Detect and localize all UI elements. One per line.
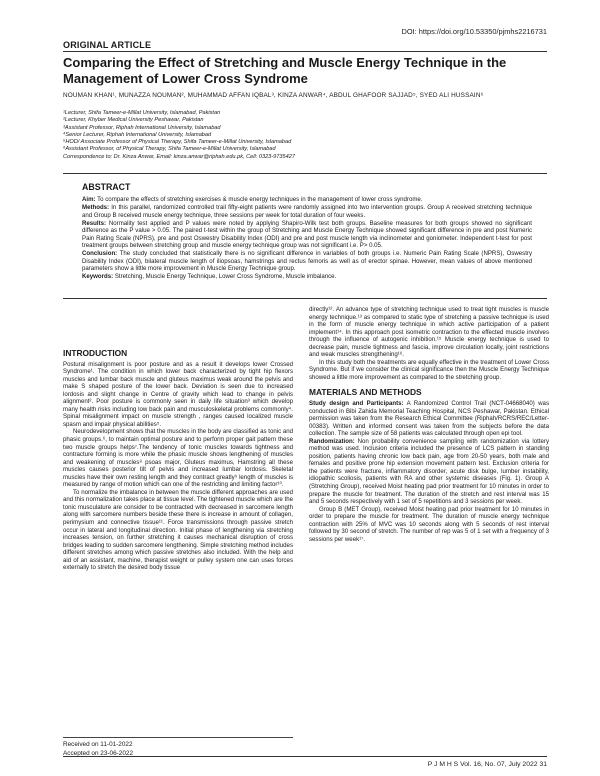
right-column xyxy=(309,306,549,543)
introduction-heading: INTRODUCTION xyxy=(63,348,128,358)
paragraph: directly¹². An advance type of stretching technique used to treat tight muscles is muscle energy technique.¹³ as compared to static type of stretching a passive technique is used in the form of muscle energy technique in which active participation of a patient implement¹⁴. In this approach post isometric contraction to the effected muscle involves through the influence of autogenic inhibition.¹⁵ Muscle energy technique is used to decrease pain, muscle tightness and fascia, improve circulation locally, joint restrictions and weak muscles strengthening¹⁶. xyxy=(309,306,549,359)
footer-rule xyxy=(63,756,547,757)
paragraph: Neurodevelopment shows that the muscles in the body are classified as tonic and phasic groups.⁶, to maintain optimal posture and to perform proper gait pattern these two muscle groups helps⁷.The tendency of tonic muscles towards tightness and contracture forming is more while the phasic muscle shows lengthening of muscles and weakening of muscles⁸ psoas major, Gluteus maximus, Hamstring all these muscles causes posterior tilt of pelvis and increased lumbar lordosis. Skeletal muscles have their own resting length and they contract greatly⁹ length of muscles is measured by range of motion which can one of the restricting and limiting factor¹⁰. xyxy=(63,428,293,489)
page-footer: P J M H S Vol. 16, No. 07, July 2022 31 xyxy=(427,761,547,768)
paragraph: Postural misalignment is poor posture and as a result it develops lower Crossed Syndrome¹. The condition in which lower back characterized by tight hip flexors muscles and lumbar back muscle and gluteus maximus weak around the pelvis and make S shaped posture of the lower back. Deviation is seen due to increased lordosis and slight change in Centre of gravity which lead to change in pelvis alignment². Poor posture is commonly seen in daily life situation³ which develop many health risks including low back pain and musculoskeletal problems commonly⁴. Spinal misalignment impact on muscle strength , ranges caused localized muscle spasm and impair physical abilities⁵. xyxy=(63,360,293,428)
affiliation: ²Lecturer, Khyber Medical University Peshawar, Pakistan xyxy=(63,117,204,124)
doi[interactable]: DOI: https://doi.org/10.53350/pjmhs2216731 xyxy=(401,27,547,36)
author-list: NOUMAN KHAN¹, MUNAZZA NOUMAN², MUHAMMAD AFFAN IQBAL³, KINZA ANWAR⁴, ABDUL GHAFOOR SAJJAD⁵, SYED ALI HUSSAIN⁶ xyxy=(63,92,484,99)
accepted-date: Accepted on 23-06-2022 xyxy=(63,750,133,757)
abstract-heading: ABSTRACT xyxy=(82,182,131,192)
abstract-methods xyxy=(82,204,532,219)
randomization-paragraph xyxy=(309,438,549,506)
received-date: Received on 11-01-2022 xyxy=(63,741,133,748)
methods-text: In this parallel, randomized controlled trail fifty-eight patients were randomly assigned into two intervention groups. Group A received stretching technique and Group B received muscle energy technique, three sessions per week for total duration of four weeks. xyxy=(82,204,532,219)
abstract-conclusion xyxy=(82,250,532,273)
abstract-body xyxy=(82,196,532,282)
conclusion-label: Conclusion: xyxy=(82,250,118,258)
correspondence[interactable]: Correspondence to: Dr. Kinza Anwar, Email: kinza.anwar@riphah.edu.pk, Cell: 0323-9735427 xyxy=(63,153,295,160)
study-design-label: Study design and Participants: xyxy=(309,400,404,408)
study-design-paragraph xyxy=(309,400,549,438)
affiliation: ¹Lecturer, Shifa Tameer-e-Millat University, Islamabad, Pakistan xyxy=(63,110,221,116)
results-text: Normality test applied and P values were noted by applying Shapiro-Wilk test both groups. Baseline measures for both groups showed no significant difference as the P value > 0.05. The paired t-test within the group of Stretching and Muscle Energy Technique showed significant difference in pre and post Numeric Pain Rating Scale (NPRS), pre and post Oswestry Disability Index (ODI) and pre and post muscle length via inclinometer and goniometer. Independent t-test for post treatment groups between stretching group and muscle energy technique group was not significant i.e. P> 0.05. xyxy=(82,219,532,250)
affiliation: ³Assistant Professor, Riphah International University, Islamabad xyxy=(63,124,221,131)
methods-label: Methods: xyxy=(82,204,110,212)
randomization-text: Non probability convenience sampling with randomization via lottery method was used. Inclusion criteria included the presence of LCS pattern in standing position, patients having chronic low back pain, age from 20-50 years, both male and females and positive prone hip extension movement pattern test. Exclusion criteria for the patients were fracture, inflammatory disorder, acute disk bulge, lumber instability, idiopathic scoliosis, patients with RA and other systemic diseases (Fig. 1). Group A (Stretching Group), received Moist heating pad prior treatment for 10 minutes in order to prepare the muscle for treatment. The duration of the stretch and rest interval was 15 and 5 seconds respectively with 1 set of 5 repetitions and 3 sessions per week. xyxy=(309,437,549,506)
abstract-top-rule xyxy=(63,173,547,174)
abstract-results xyxy=(82,220,532,250)
article-title: Comparing the Effect of Stretching and Muscle Energy Technique in the Management of Lower Cross Syndrome xyxy=(63,55,507,86)
keywords-text: Stretching, Muscle Energy Technique, Lower Cross Syndrome, Muscle imbalance. xyxy=(113,273,337,281)
aim-text: To compare the effects of stretching exercises & muscle energy techniques in the management of lower cross syndrome. xyxy=(95,196,423,203)
keywords-label: Keywords: xyxy=(82,273,114,281)
randomization-label: Randomization: xyxy=(309,437,355,445)
study-design-text: A Randomized Control Trail (NCT-04668040) was conducted in Bibi Zahida Memorial Teaching Hospital, NCS Peshawar, Pakistan. Ethical permission was taken from the Research Ethical Committee (Riphah/RCRS/REC/Letter-00383). Written and informed consent was taken from the subjects before the data collection. The sample size of 58 patients was calculated through open epi tool. xyxy=(309,400,549,438)
aim-label: Aim: xyxy=(82,196,96,203)
left-column xyxy=(63,350,293,572)
paragraph: To normalize the imbalance in between the muscle different approaches are used and this normalization takes place at tissue level. The tightened muscle which are the tonic musculature are consider to be contracted with decreased in sarcomere length along with sarcomere numbers beside these there is increase in amount of collagen, perimysium and connective tissue¹¹. Force transmissions through passive stretch occur in lateral and longitudinal direction. Initial phase of lengthening via stretching increases tension, on further stretching it causes mechanical disruption of cross bridges leading to sudden sarcomere lengthening. Simple stretching method includes different stretches among which passive stretches also included. With the help and aid of an assistant, machine, therapist weight or pulley system one can uses forces externally to stretch the desired body tissue xyxy=(63,488,293,572)
affiliation: ⁵HOD/ Associate Professor of Physical Therapy, Shifa Tameer-e-Millat University, Islamabad xyxy=(63,139,292,146)
footnote-rule xyxy=(63,737,293,738)
paragraph: Group B (MET Group), received Moist heating pad prior treatment for 10 minutes in order to prepare the muscle for treatment. The duration of muscle energy technique contraction with 25% of MVC was 10 seconds along with 5 seconds of rest interval followed by 30 second of stretch. The number of rep was 5 of 1 set with a frequency of 3 sessions per week¹⁷. xyxy=(309,505,549,543)
materials-methods-heading: MATERIALS AND METHODS xyxy=(309,387,422,398)
abstract-bottom-rule xyxy=(63,298,547,299)
affiliation: ⁶Assistant Professor, of Physical Therapy, Shifa Tameer-e-Millat University, Islamabad xyxy=(63,146,276,153)
section-label: ORIGINAL ARTICLE xyxy=(63,40,152,50)
affiliations xyxy=(63,110,549,161)
header-rule xyxy=(63,51,547,52)
paragraph: In this study both the treatments are equally effective in the treatment of Lower Cross Syndrome. But if we consider the clinical significance then the Muscle Energy Technique showed a little more improvement as compared to the stretching group. xyxy=(309,358,549,381)
results-label: Results: xyxy=(82,219,107,227)
abstract-keywords xyxy=(82,273,532,281)
abstract-aim xyxy=(82,196,532,204)
conclusion-text: The study concluded that statistically there is no significant difference in variables of both groups i.e. Numeric Pain Rating Scale (NPRS), Oswestry Disability Index (ODI), bilateral muscle length of iliopsoas, hamstrings and rectus femoris as well as of erector spinae. However, mean values of above mentioned parameters show a little more improvement in Muscle Energy Technique group. xyxy=(82,250,532,273)
affiliation: ⁴Senior Lecturer, Riphah International University, Islamabad xyxy=(63,131,212,138)
